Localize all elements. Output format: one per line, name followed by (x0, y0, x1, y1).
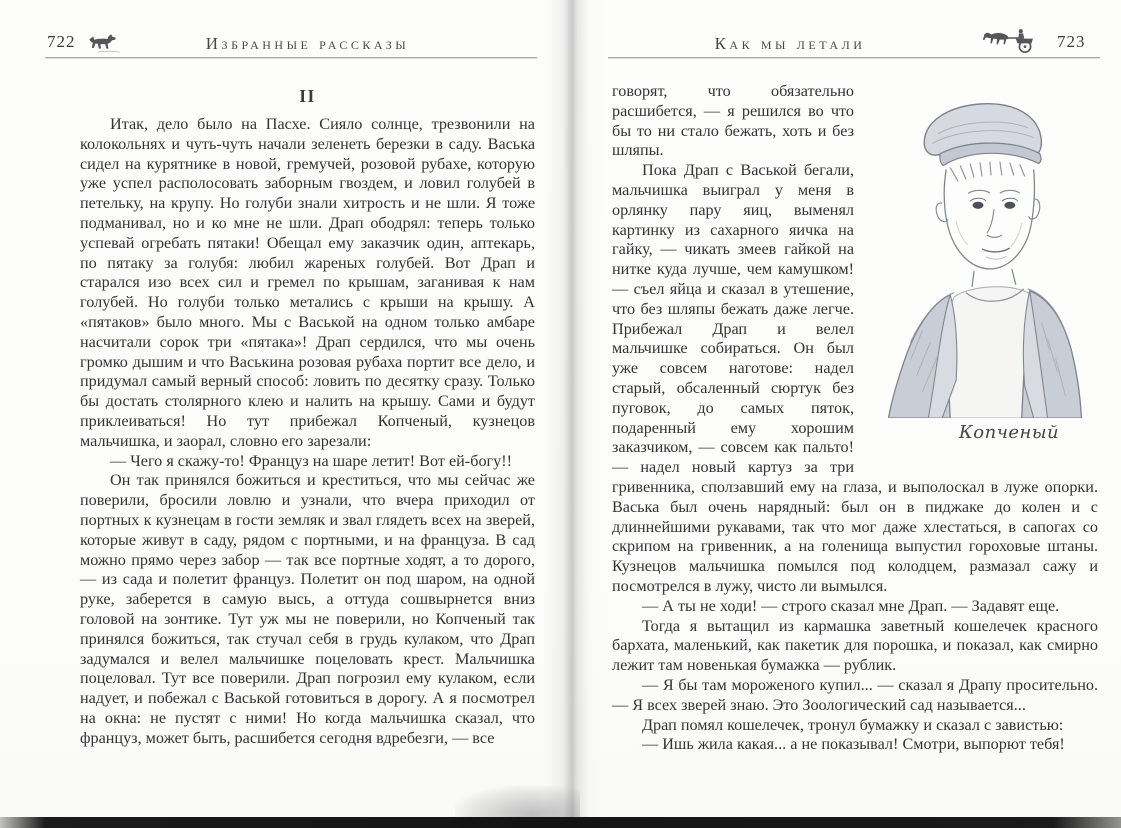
gutter-bottom-shadow (455, 786, 580, 820)
right-page-body (612, 82, 1098, 755)
dialogue-line: — Я бы там мороженого купил... — сказал я Драпу просительно. — Я всех зверей знаю. Это Зоологический сад называется... (612, 675, 1098, 714)
scan-bottom-edge (0, 817, 1121, 828)
horse-carriage-icon (982, 27, 1040, 60)
illustration-block (862, 82, 1098, 460)
paragraph: Пока Драп с Васькой бегали, мальчишка выиграл у меня в орлянку пару яиц, выменял картинку из сахарного яичка на гайку, — чикать змеев гайкой на нитке куда лучше, чем камушком! — съел яйца и сказал в утешение, что без шляпы бежать даже легче. Прибежал Драп и велел мальчишке собираться. Он был уже совсем наготове: надел старый, обсаленный сюртук без пуговок, до самых пяток, подаренный ему хорошим заказчиком, — совсем как пальто! — надел новый картуз за три гривенника, сползавший ему на глаза, и выполоскал в луже опорки. Васька был очень нарядный: был он в пиджаке до колен и с длиннейшими рукавами, так что мог даже хлестаться, в сапогах со скрипом на гривенник, а на голенища выпустил гороховые штаны. Кузнецов мальчишка помылся под колодцем, размазал сажу и посмотрелся в лужу, чисто ли вымылся. (612, 161, 1098, 595)
paragraph: Драп помял кошелечек, тронул бумажку и сказал с завистью: (642, 715, 1064, 734)
paragraph: Итак, дело было на Пасхе. Сияло солнце, трезвонили на колокольнях и чуть-чуть начали зеленеть березки в саду. Васька сидел на курятнике в новой, гремучей, розовой рубахе, которую уже успел располосовать заборным гвоздем, и ловил голубей в петельку, на крупу. Но голуби знали хитрость и не шли. Я тоже подманивал, но и ко мне не шли. Драп ободрял: теперь только успевай огребать пятаки! Обещал ему заказчик один, аптекарь, по пятаку за голубя: любил жареных голубей. Вот Драп и старался изо всех сил и гремел по крышам, заганивая к нам голубей. Но голуби только метались с крыши на крышу. А «пятаков» было много. Мы с Васькой на одном только амбаре насчитали сорок три «пятака»! Драп сердился, что мы очень громко дышим и что Васькина розовая рубаха портит все дело, и придумал самый верный способ: ловить по десятку сразу. Только бы достать столярного клею и налить на крышу. Сами и будут приклеиваться! Но тут прибежал Копченый, кузнецов мальчишка, и заорал, словно его зарезали: (80, 115, 535, 450)
left-page-number: 722 (47, 32, 76, 51)
left-running-title: Избранные рассказы (205, 34, 410, 53)
illustration-caption: Копченый (958, 422, 1060, 443)
right-header-rule (608, 57, 1100, 58)
paragraph: Тогда я вытащил из кармашка заветный кошелечек красного бархата, маленький, как пакетик для порошка, и показал, как смирно лежит там новенькая бумажка — рублик. (612, 616, 1098, 675)
right-running-title: Как мы летали (714, 34, 866, 53)
left-header-rule (45, 57, 537, 58)
left-page-body (80, 115, 535, 749)
dialogue-line: — Ишь жила какая... а не показывал! Смотри, выпорют тебя! (642, 735, 1065, 754)
dialogue-line: — А ты не ходи! — строго сказал мне Драп. — Задавят еще. (642, 596, 1060, 615)
page-gutter-shadow (544, 0, 604, 828)
right-page-number: 723 (1057, 32, 1086, 51)
paragraph: Он так принялся божиться и креститься, что мы сейчас же поверили, бросили ловлю и узнали, что вчера приходил от портных к кузнецам в гости земляк и звал глядеть всех на зверей, которые живут в саду, рядом с портными, и на француза. В сад можно прямо через забор — так все портные ходят, а то дорого, — из сада и полетит француз. Полетит он под шаром, на одной руке, заберется в самую высь, а оттуда сошвырнется вниз головой на зонтике. Тут уж мы не поверили, но Копченый так принялся божиться, так стучал себя в грудь кулаком, что Драп задумался и велел мальчишке поцеловать крест. Мальчишка поцеловал. Тут все поверили. Драп погрозил ему кулаком, если надует, и побежал с Васькой готовиться в дорогу. А я посмотрел на окна: не пустят с ними! Но когда мальчишка сказал, что француз, может быть, расшибется сегодня вдребезги, — все (80, 471, 535, 747)
section-heading: II (299, 86, 316, 106)
boy-portrait-sketch (862, 82, 1098, 418)
dialogue-line: — Чего я скажу-то! Француз на шаре летит! Вот ей-богу!! (110, 451, 513, 470)
paragraph-continuation: говорят, что обязательно расшибется, — я решился во что бы то ни стало бежать, хоть и без шляпы. (612, 82, 854, 160)
